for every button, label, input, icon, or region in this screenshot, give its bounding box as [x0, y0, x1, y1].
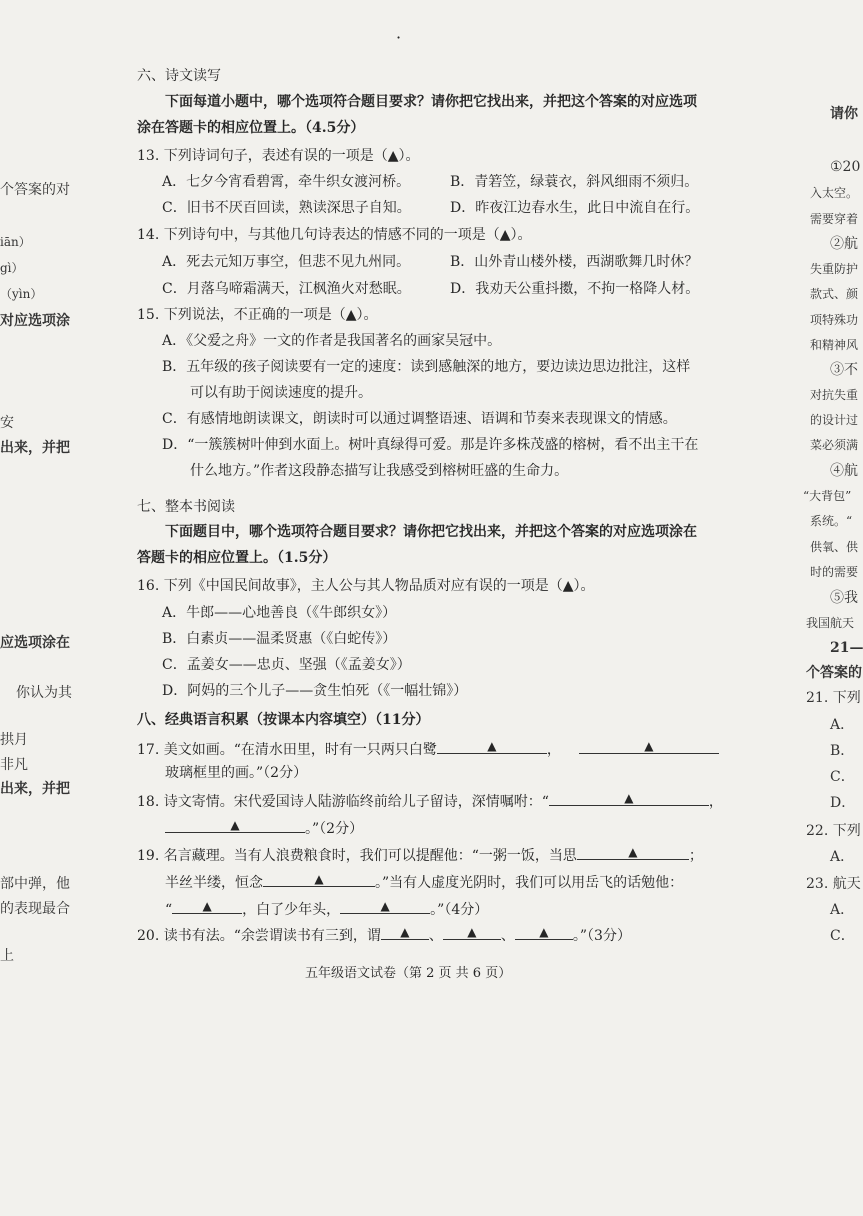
option: C．有感情地朗读课文，朗读时可以通过调整语速、语调和节奏来表现课文的情感。 — [162, 411, 677, 427]
section-heading: 八、经典语言积累（按课本内容填空）（11分） — [137, 712, 430, 728]
option: B．青箬笠，绿蓑衣，斜风细雨不须归。 — [450, 174, 699, 190]
question-19-continued: “ ▲ ，白了少年头， ▲ 。”（4分） — [165, 899, 489, 918]
left-edge-text: 部中弹，他 — [0, 876, 70, 892]
option: B．山外青山楼外楼，西湖歌舞几时休？ — [450, 254, 699, 270]
option-continued: 可以有助于阅读速度的提升。 — [190, 385, 372, 401]
option: D．“一簇簇树叶伸到水面上。树叶真绿得可爱。那是许多株茂盛的榕树，看不出主干在 — [162, 437, 699, 453]
right-edge-text: 23. 航天 — [806, 876, 861, 892]
right-edge-text: 个答案的 — [806, 665, 862, 681]
option: A．《父爱之舟》一文的作者是我国著名的画家吴冠中。 — [162, 333, 502, 349]
question-19-continued: 半丝半缕，恒念 ▲ 。”当有人虚度光阴时，我们可以用岳飞的话勉他： — [165, 872, 684, 891]
option-continued: 什么地方。”作者这段静态描写让我感受到榕树旺盛的生命力。 — [190, 463, 569, 479]
right-edge-text: D． — [830, 795, 856, 811]
right-edge-text: 项特殊功 — [810, 313, 859, 327]
right-edge-text: 供氧、供 — [810, 540, 859, 554]
left-edge-text: 拱月 — [0, 732, 28, 748]
left-edge-text: 上 — [0, 948, 14, 964]
section-instruction: 下面题目中，哪个选项符合题目要求？请你把它找出来，并把这个答案的对应选项涂在 — [165, 524, 697, 540]
scan-dot: · — [396, 28, 402, 47]
right-edge-text: 时的需要 — [810, 565, 859, 579]
answer-blank[interactable]: ▲ — [577, 843, 689, 860]
answer-blank[interactable]: ▲ — [515, 923, 573, 940]
left-edge-text: iān） — [0, 235, 31, 249]
right-edge-text: 22. 下列 — [806, 823, 861, 839]
option: B．五年级的孩子阅读要有一定的速度：读到感触深的地方，要边读边思边批注，这样 — [162, 359, 691, 375]
option: D．我劝天公重抖擞，不拘一格降人材。 — [450, 281, 700, 297]
right-edge-text: 需要穿着 — [810, 212, 859, 226]
answer-blank[interactable]: ▲ — [579, 737, 719, 754]
left-edge-text: 个答案的对 — [0, 182, 70, 198]
question-14-stem: 14. 下列诗句中，与其他几句诗表达的情感不同的一项是（▲）。 — [137, 227, 532, 243]
section-heading: 七、整本书阅读 — [137, 499, 235, 515]
section-heading: 六、诗文读写 — [137, 68, 221, 84]
right-edge-text: 系统。“ — [810, 514, 853, 528]
answer-blank[interactable]: ▲ — [381, 923, 429, 940]
right-edge-text: C． — [830, 928, 855, 944]
question-18: 18. 诗文寄情。宋代爱国诗人陆游临终前给儿子留诗，深情嘱咐：“ ▲ ， — [137, 791, 723, 810]
right-edge-text: 菜必须满 — [810, 438, 859, 452]
left-edge-text: 出来，并把 — [0, 781, 70, 797]
right-edge-text: 和精神风 — [810, 338, 859, 352]
page-footer: 五年级语文试卷（第 2 页 共 6 页） — [305, 966, 512, 981]
left-edge-text: （yìn） — [0, 287, 43, 301]
right-edge-text: 款式、颜 — [810, 287, 859, 301]
left-edge-text: 出来，并把 — [0, 440, 70, 456]
left-edge-text: 对应选项涂 — [0, 313, 70, 329]
option: A．七夕今宵看碧霄，牵牛织女渡河桥。 — [162, 174, 411, 190]
right-edge-text: 请你 — [830, 106, 858, 122]
option: C．孟姜女——忠贞、坚强（《孟姜女》） — [162, 657, 411, 673]
answer-blank[interactable]: ▲ — [549, 789, 709, 806]
option: B．白素贞——温柔贤惠（《白蛇传》） — [162, 631, 397, 647]
right-edge-text: 21— — [830, 640, 863, 656]
question-18-continued: ▲ 。”（2分） — [165, 816, 363, 839]
answer-blank[interactable]: ▲ — [172, 897, 242, 914]
right-edge-text: A． — [830, 902, 855, 918]
left-edge-text: 非凡 — [0, 757, 28, 773]
right-edge-text: 我国航天 — [806, 616, 855, 630]
question-17: 17. 美文如画。“在清水田里，时有一只两只白鹭 ▲ ， ▲ — [137, 737, 719, 760]
section-instruction: 答题卡的相应位置上。（1.5分） — [137, 550, 337, 566]
question-16-stem: 16. 下列《中国民间故事》，主人公与其人物品质对应有误的一项是（▲）。 — [137, 578, 595, 594]
left-edge-text: 应选项涂在 — [0, 635, 70, 651]
question-15-stem: 15. 下列说法，不正确的一项是（▲）。 — [137, 307, 378, 323]
option: A．死去元知万事空，但悲不见九州同。 — [162, 254, 411, 270]
question-19: 19. 名言藏理。当有人浪费粮食时，我们可以提醒他：“一粥一饭，当思 ▲ ； — [137, 845, 703, 864]
right-edge-text: ②航 — [830, 236, 858, 252]
answer-blank[interactable]: ▲ — [165, 816, 305, 833]
option: C．月落乌啼霜满天，江枫渔火对愁眠。 — [162, 281, 411, 297]
right-edge-text: 失重防护 — [810, 262, 859, 276]
right-edge-text: 对抗失重 — [810, 388, 859, 402]
answer-blank[interactable]: ▲ — [263, 870, 375, 887]
section-instruction: 涂在答题卡的相应位置上。（4.5分） — [137, 120, 365, 136]
option: A．牛郎——心地善良（《牛郎织女》） — [162, 605, 397, 621]
right-edge-text: C． — [830, 769, 855, 785]
right-edge-text: A． — [830, 717, 855, 733]
answer-blank[interactable]: ▲ — [437, 737, 547, 754]
left-edge-text: 安 — [0, 415, 14, 431]
right-edge-text: A． — [830, 849, 855, 865]
right-edge-text: ④航 — [830, 463, 858, 479]
right-edge-text: ①20 — [830, 159, 861, 175]
right-edge-text: ③不 — [830, 362, 858, 378]
option: D．阿妈的三个儿子——贪生怕死（《一幅壮锦》） — [162, 683, 468, 699]
right-edge-text: 入太空。 — [810, 186, 859, 200]
question-17-continued: 玻璃框里的画。”（2分） — [165, 765, 308, 781]
answer-blank[interactable]: ▲ — [340, 897, 430, 914]
question-13-stem: 13. 下列诗词句子，表述有误的一项是（▲）。 — [137, 148, 420, 164]
section-instruction: 下面每道小题中，哪个选项符合题目要求？请你把它找出来，并把这个答案的对应选项 — [165, 94, 697, 110]
left-edge-text: 你认为其 — [16, 685, 72, 701]
answer-blank[interactable]: ▲ — [443, 923, 501, 940]
right-edge-text: 的设计过 — [810, 413, 859, 427]
left-edge-text: gì） — [0, 261, 24, 275]
option: D．昨夜江边春水生，此日中流自在行。 — [450, 200, 700, 216]
option: C．旧书不厌百回读，熟读深思子自知。 — [162, 200, 411, 216]
left-edge-text: 的表现最合 — [0, 901, 70, 917]
right-edge-text: “大背包” — [803, 489, 852, 503]
right-edge-text: ⑤我 — [830, 590, 858, 606]
right-edge-text: B． — [830, 743, 855, 759]
question-20: 20. 读书有法。“余尝谓读书有三到，谓 ▲ 、 ▲ 、 ▲ 。”（3分） — [137, 925, 631, 944]
right-edge-text: 21. 下列 — [806, 690, 861, 706]
